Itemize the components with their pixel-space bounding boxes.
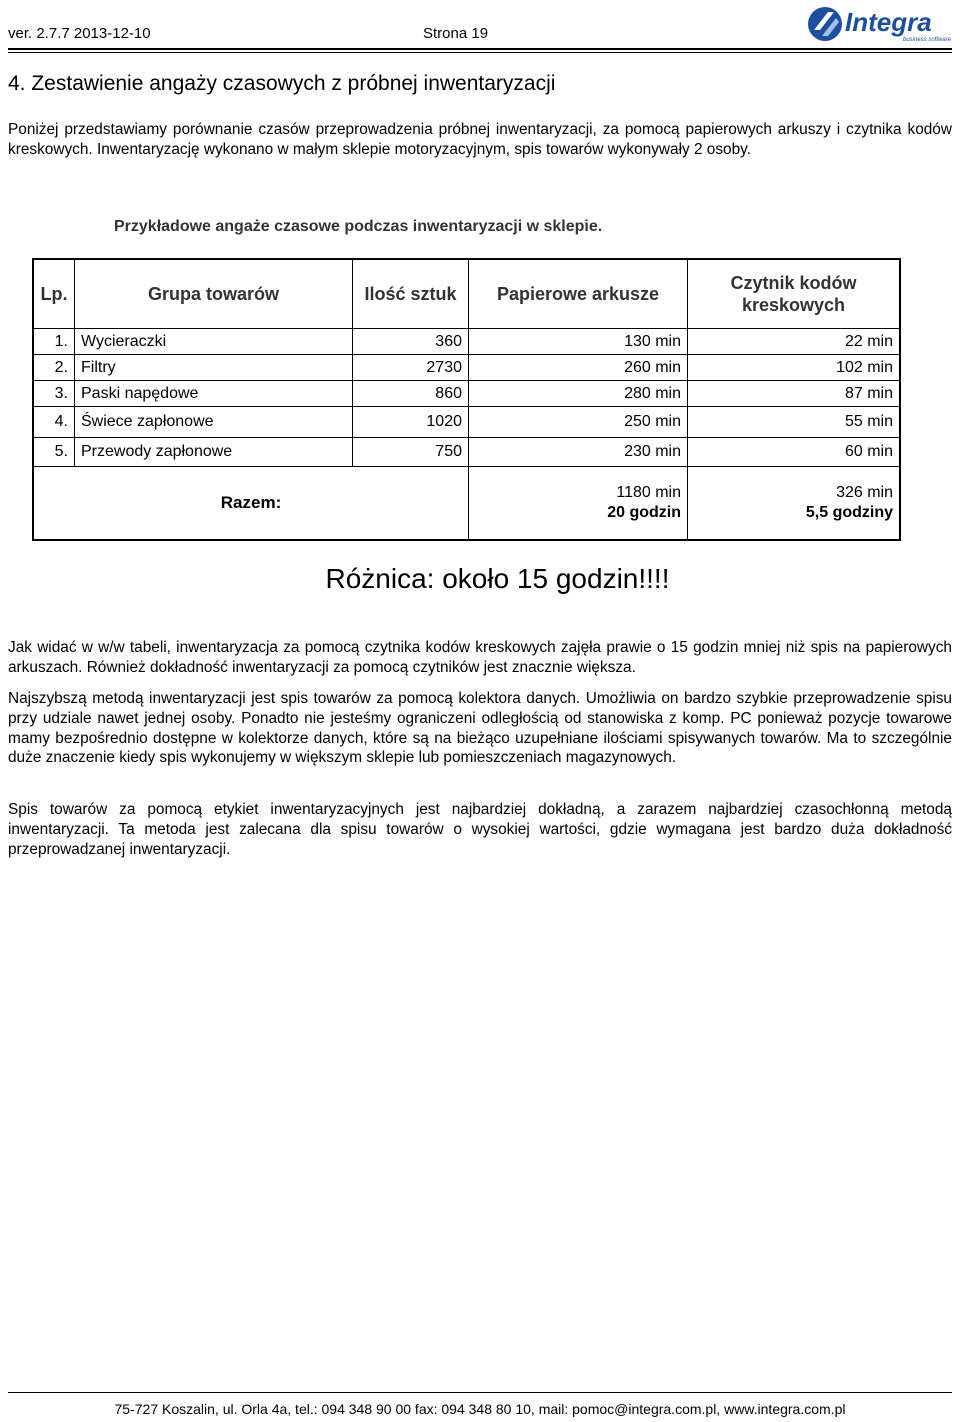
- header-lp: Lp.: [33, 259, 75, 329]
- cell-reader: 87 min: [688, 381, 901, 407]
- page-number: Strona 19: [423, 25, 489, 42]
- cell-group: Filtry: [75, 355, 353, 381]
- cell-paper: 260 min: [469, 355, 688, 381]
- paragraph-1: Jak widać w w/w tabeli, inwentaryzacja za pomocą czytnika kodów kreskowych zajęła prawie o 15 godzin mniej niż spis na papierowych arkuszach. Również dokładność inwentaryzacji za pomocą czytników jest znacznie większa.: [8, 639, 952, 676]
- cell-reader: 22 min: [688, 329, 901, 355]
- table-caption: Przykładowe angaże czasowe podczas inwentaryzacji w sklepie.: [114, 218, 603, 235]
- cell-paper: 230 min: [469, 438, 688, 467]
- cell-qty: 1020: [353, 407, 469, 438]
- cell-group: Paski napędowe: [75, 381, 353, 407]
- header-divider-thin: [8, 52, 952, 53]
- section-title: 4. Zestawienie angaży czasowych z próbnej inwentaryzacji: [8, 72, 556, 95]
- paragraph-2: Najszybszą metodą inwentaryzacji jest spis towarów za pomocą kolektora danych. Umożliwia on bardzo szybkie przeprowadzenie spisu przy udziale nawet jednej osoby. Ponadto nie jesteśmy ograniczeni odległością od stanowiska z komp. PC ponieważ pozycje towarowe mamy bezpośrednio dostępne w kolektorze danych, które są na bieżąco uzupełniane ilościami spisywanych towarów. Ma to szczególnie duże znaczenie kiedy spis wykonujemy w większym sklepie lub pomieszczeniach magazynowych.: [8, 690, 952, 767]
- total-paper-cell: [469, 467, 688, 541]
- logo-wordmark: Integra: [845, 7, 932, 37]
- header-qty: Ilość sztuk: [353, 259, 469, 329]
- logo-tagline: business software: [903, 37, 952, 43]
- cell-paper: 250 min: [469, 407, 688, 438]
- header-divider: [8, 48, 952, 50]
- cell-group: Przewody zapłonowe: [75, 438, 353, 467]
- cell-qty: 360: [353, 329, 469, 355]
- intro-paragraph: Poniżej przedstawiamy porównanie czasów przeprowadzenia próbnej inwentaryzacji, za pomocą papierowych arkuszy i czytnika kodów kreskowych. Inwentaryzację wykonano w małym sklepie motoryzacyjnym, spis towarów wykonywały 2 osoby.: [8, 121, 952, 158]
- cell-group: Świece zapłonowe: [75, 407, 353, 438]
- header-reader: Czytnik kodów kreskowych: [688, 259, 901, 329]
- total-paper-minutes: 1180 min: [616, 484, 681, 501]
- cell-reader: 60 min: [688, 438, 901, 467]
- header-paper: Papierowe arkusze: [469, 259, 688, 329]
- total-paper-hours: 20 godzin: [607, 504, 681, 521]
- table-row: [33, 407, 900, 438]
- cell-qty: 860: [353, 381, 469, 407]
- cell-lp: 4.: [33, 407, 75, 438]
- cell-qty: 750: [353, 438, 469, 467]
- header-group: Grupa towarów: [75, 259, 353, 329]
- cell-paper: 280 min: [469, 381, 688, 407]
- cell-lp: 1.: [33, 329, 75, 355]
- cell-lp: 3.: [33, 381, 75, 407]
- total-reader-hours: 5,5 godziny: [805, 504, 893, 521]
- cell-reader: 55 min: [688, 407, 901, 438]
- table-row: [33, 355, 900, 381]
- table-row: [33, 438, 900, 467]
- table-header-row: [33, 259, 900, 329]
- footer-divider: [8, 1392, 952, 1393]
- table-total-row: [33, 467, 900, 541]
- cell-lp: 5.: [33, 438, 75, 467]
- footer-contact: 75-727 Koszalin, ul. Orla 4a, tel.: 094 348 90 00 fax: 094 348 80 10, mail: pomoc@integra.com.pl, www.integra.com.pl: [114, 1401, 846, 1417]
- comparison-table: [32, 258, 901, 541]
- table-row: [33, 329, 900, 355]
- integra-logo: [806, 4, 952, 44]
- total-label: Razem:: [33, 467, 469, 541]
- cell-paper: 130 min: [469, 329, 688, 355]
- paragraph-3: Spis towarów za pomocą etykiet inwentaryzacyjnych jest najbardziej dokładną, a zarazem najbardziej czasochłonną metodą inwentaryzacji. Ta metoda jest zalecana dla spisu towarów o wysokiej wartości, gdzie wymagana jest bardzo duża dokładność przeprowadzanej inwentaryzacji.: [8, 801, 952, 858]
- cell-qty: 2730: [353, 355, 469, 381]
- version-label: ver. 2.7.7 2013-12-10: [8, 25, 151, 42]
- table-row: [33, 381, 900, 407]
- total-reader-minutes: 326 min: [836, 484, 893, 501]
- total-reader-cell: [688, 467, 901, 541]
- difference-headline: Różnica: około 15 godzin!!!!: [325, 563, 670, 594]
- cell-group: Wycieraczki: [75, 329, 353, 355]
- cell-lp: 2.: [33, 355, 75, 381]
- cell-reader: 102 min: [688, 355, 901, 381]
